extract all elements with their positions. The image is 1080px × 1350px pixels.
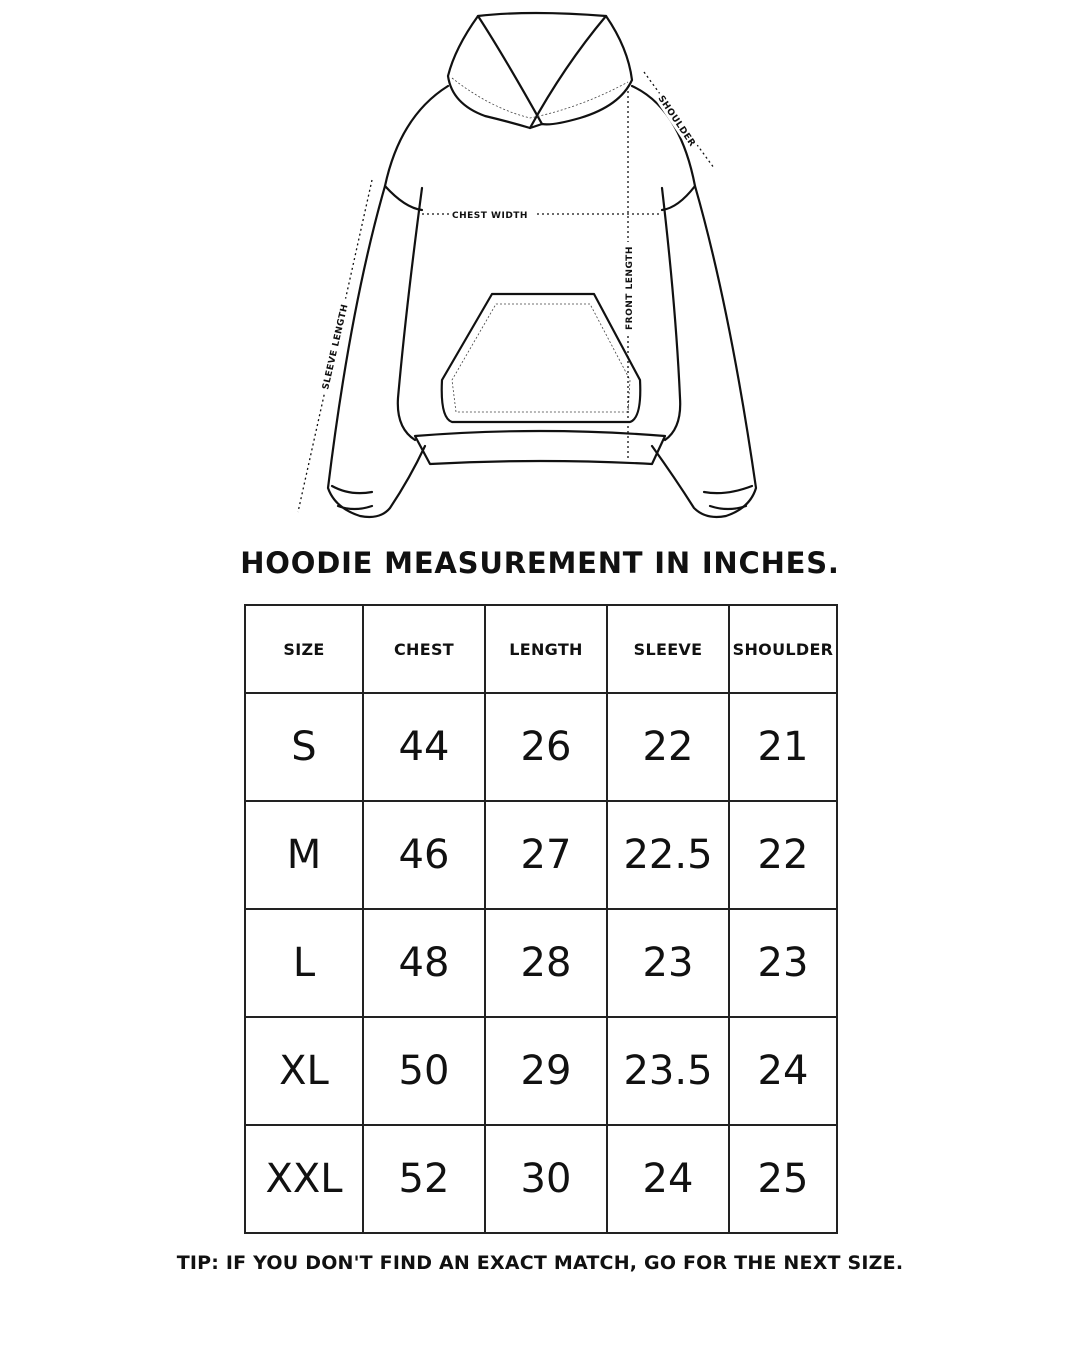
- cell-size: M: [245, 801, 363, 909]
- hoodie-diagram: [280, 8, 780, 528]
- cell-sleeve: 22.5: [607, 801, 729, 909]
- cell-shoulder: 25: [729, 1125, 837, 1233]
- header-chest: CHEST: [363, 605, 485, 693]
- shoulder-label: SHOULDER: [655, 94, 697, 149]
- cell-size: XL: [245, 1017, 363, 1125]
- cell-chest: 46: [363, 801, 485, 909]
- header-shoulder: SHOULDER: [729, 605, 837, 693]
- cell-length: 26: [485, 693, 607, 801]
- cell-sleeve: 23: [607, 909, 729, 1017]
- header-size: SIZE: [245, 605, 363, 693]
- cell-shoulder: 22: [729, 801, 837, 909]
- header-length: LENGTH: [485, 605, 607, 693]
- cell-length: 27: [485, 801, 607, 909]
- page-title: HOODIE MEASUREMENT IN INCHES.: [240, 546, 840, 580]
- table-row: [245, 909, 837, 1017]
- cell-chest: 52: [363, 1125, 485, 1233]
- cell-sleeve: 22: [607, 693, 729, 801]
- cell-size: L: [245, 909, 363, 1017]
- cell-length: 30: [485, 1125, 607, 1233]
- table-row: [245, 1017, 837, 1125]
- cell-chest: 48: [363, 909, 485, 1017]
- table-header-row: [245, 605, 837, 693]
- cell-sleeve: 23.5: [607, 1017, 729, 1125]
- header-sleeve: SLEEVE: [607, 605, 729, 693]
- cell-shoulder: 24: [729, 1017, 837, 1125]
- hoodie-icon: [280, 8, 780, 528]
- table-row: [245, 801, 837, 909]
- cell-length: 28: [485, 909, 607, 1017]
- cell-sleeve: 24: [607, 1125, 729, 1233]
- cell-chest: 50: [363, 1017, 485, 1125]
- cell-shoulder: 23: [729, 909, 837, 1017]
- sleeve-length-label: SLEEVE LENGTH: [321, 303, 351, 391]
- cell-chest: 44: [363, 693, 485, 801]
- table-row: [245, 693, 837, 801]
- cell-length: 29: [485, 1017, 607, 1125]
- size-tip: TIP: IF YOU DON'T FIND AN EXACT MATCH, GO FOR THE NEXT SIZE.: [176, 1252, 904, 1274]
- size-chart-table: [244, 604, 838, 1234]
- front-length-label: FRONT LENGTH: [625, 246, 635, 330]
- table-row: [245, 1125, 837, 1233]
- cell-size: S: [245, 693, 363, 801]
- cell-size: XXL: [245, 1125, 363, 1233]
- chest-width-label: CHEST WIDTH: [452, 211, 528, 221]
- cell-shoulder: 21: [729, 693, 837, 801]
